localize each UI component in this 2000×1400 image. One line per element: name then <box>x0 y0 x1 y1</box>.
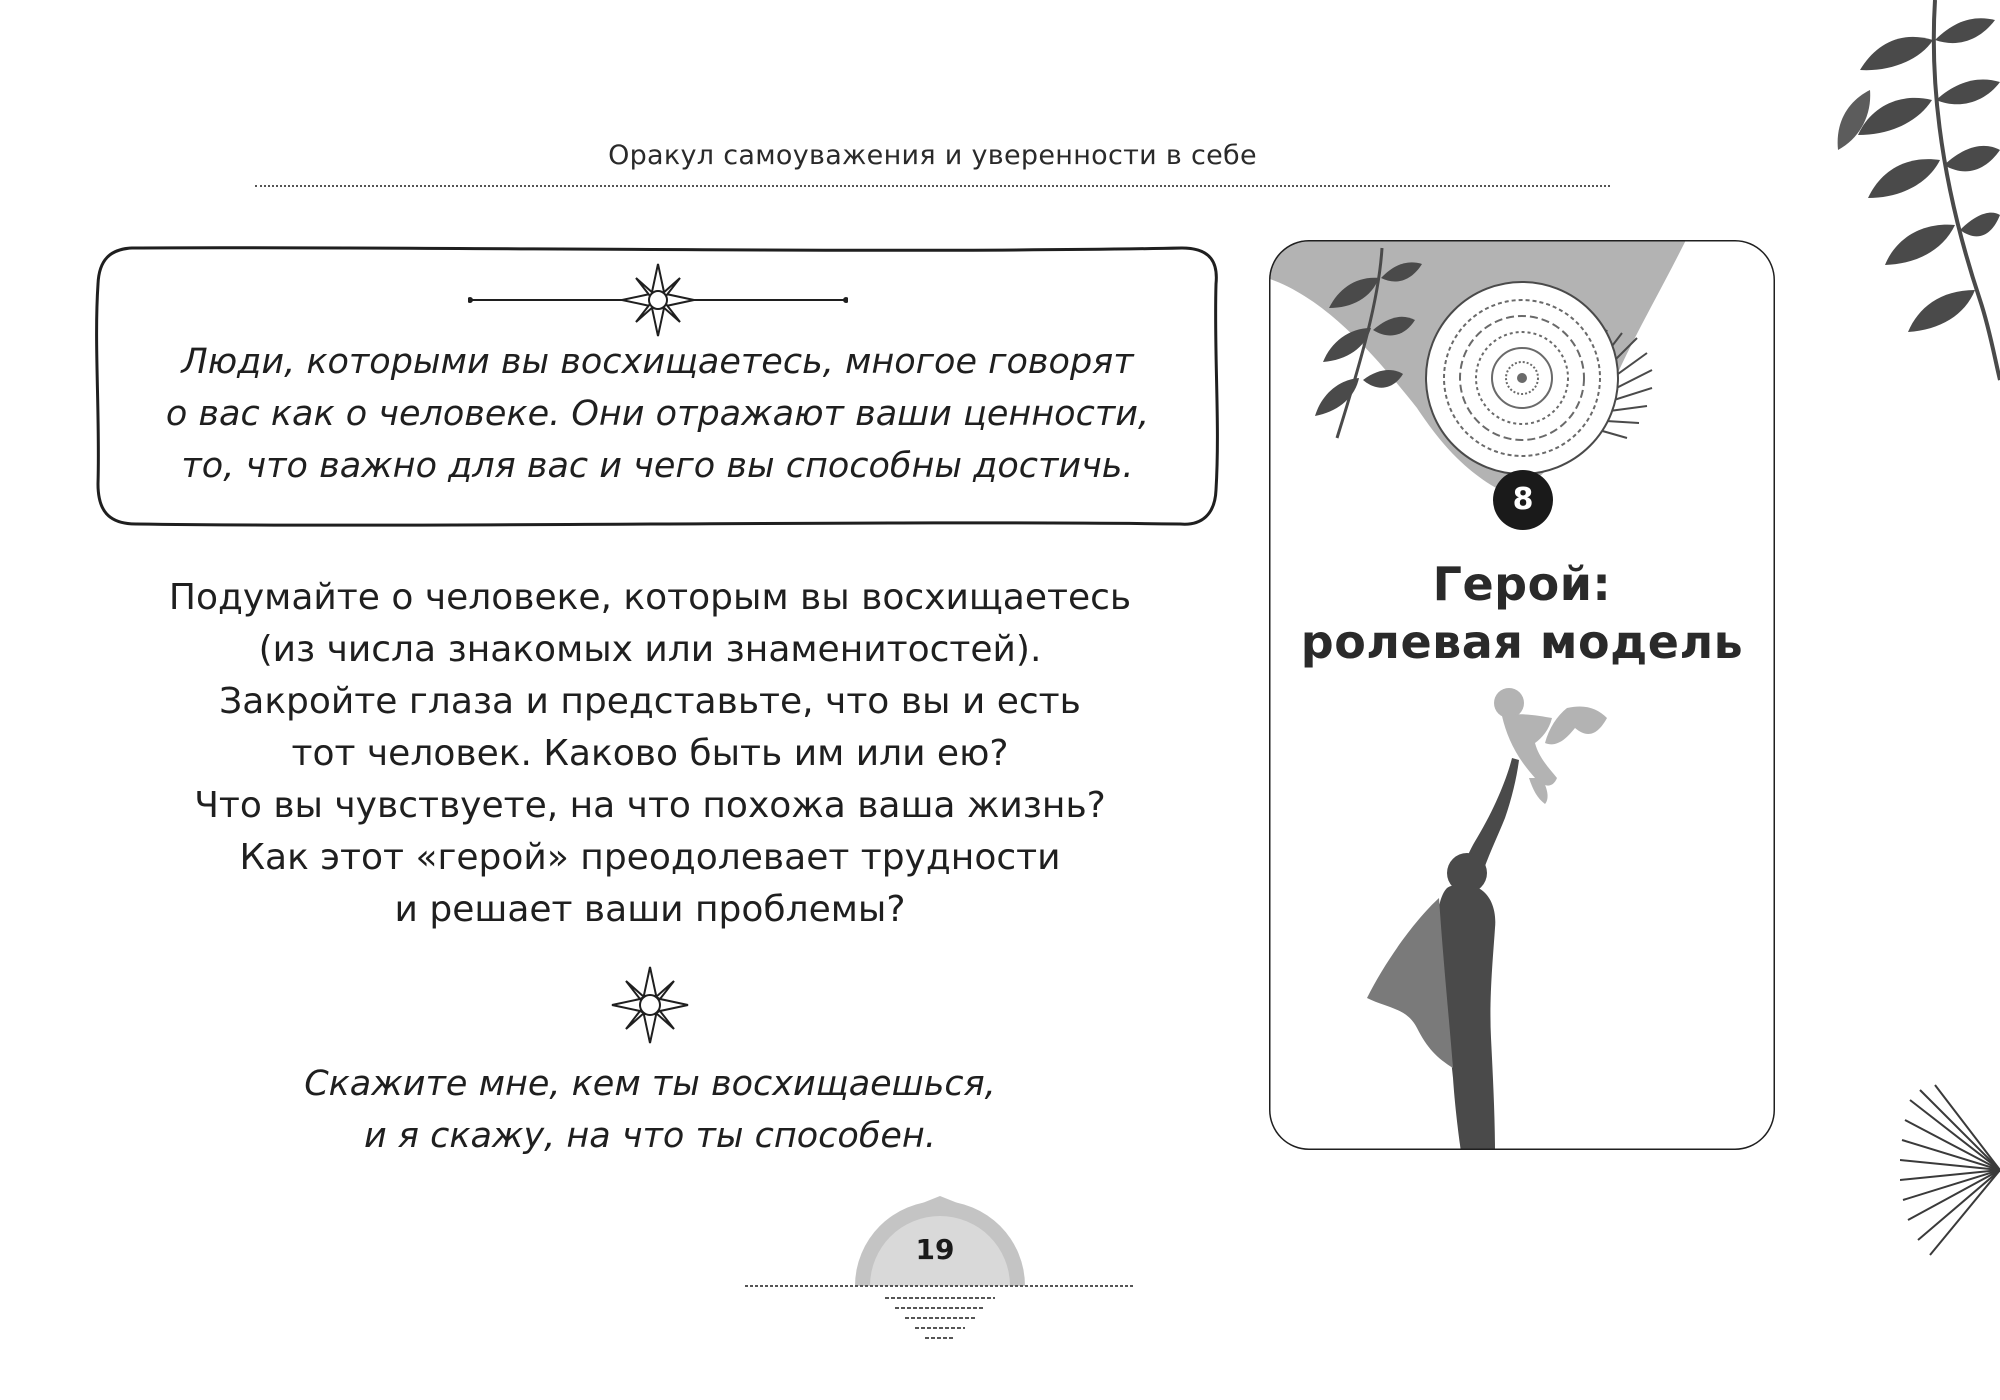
sunset-page-marker <box>745 1196 1135 1346</box>
body-line: тот человек. Каково быть им или ею? <box>291 733 1009 774</box>
oracle-card <box>1267 238 1777 1152</box>
running-header: Оракул самоуважения и уверенности в себе <box>608 140 1257 171</box>
body-line: Что вы чувствуете, на что похожа ваша жизнь? <box>194 785 1106 826</box>
vine-decoration <box>1780 0 2000 420</box>
card-title-line: ролевая модель <box>1300 615 1744 669</box>
body-line: Закройте глаза и представьте, что вы и есть <box>219 681 1081 722</box>
page-number: 19 <box>915 1233 955 1266</box>
palm-leaf-decoration <box>1900 1080 2000 1260</box>
compass-star-ornament <box>468 262 848 338</box>
exercise-text <box>80 572 1220 936</box>
quote-line: Люди, которыми вы восхищаетесь, многое говорят <box>181 342 1134 382</box>
body-line: Как этот «герой» преодолевает трудности <box>239 837 1061 878</box>
closing-line: Скажите мне, кем ты восхищаешься, <box>304 1064 996 1104</box>
closing-quote <box>80 1058 1220 1162</box>
body-line: (из числа знакомых или знаменитостей). <box>258 629 1042 670</box>
card-title-line: Герой: <box>1432 557 1612 611</box>
quote-line: то, что важно для вас и чего вы способны достичь. <box>181 446 1134 486</box>
card-number-badge: 8 <box>1493 470 1553 530</box>
quote-text <box>110 336 1205 492</box>
card-title <box>1267 555 1777 671</box>
star-ornament <box>610 965 690 1045</box>
body-line: Подумайте о человеке, которым вы восхищаетесь <box>168 577 1132 618</box>
closing-line: и я скажу, на что ты способен. <box>364 1116 936 1156</box>
quote-line: о вас как о человеке. Они отражают ваши ценности, <box>165 394 1150 434</box>
header-divider <box>255 185 1610 187</box>
body-line: и решает ваши проблемы? <box>394 889 906 930</box>
